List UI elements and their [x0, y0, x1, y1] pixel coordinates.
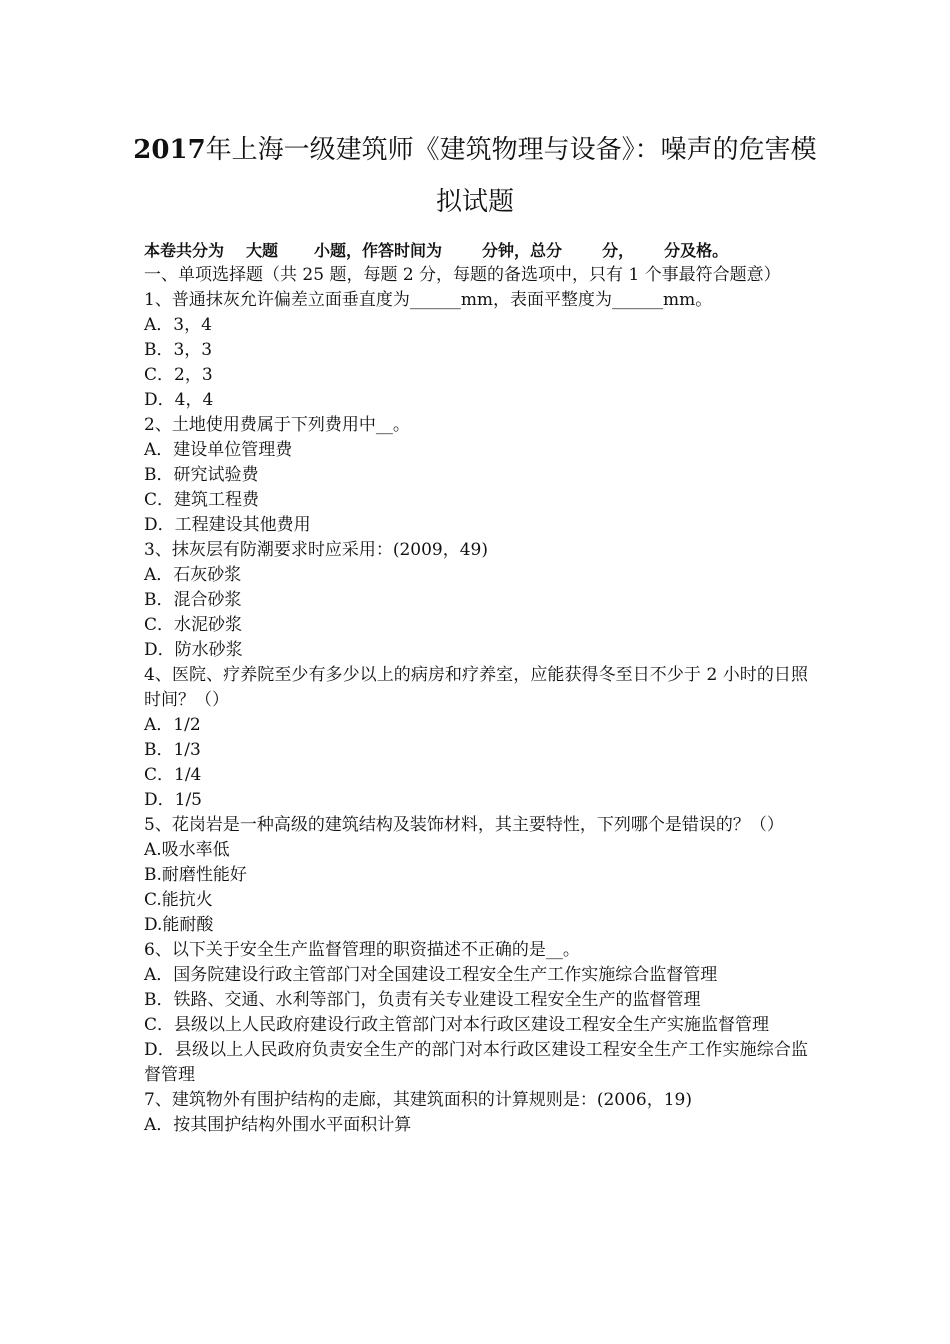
title-text: 年上海一级建筑师《建筑物理与设备》：噪声的危害模	[205, 135, 817, 165]
document-title-line2: 拟试题	[435, 187, 514, 217]
option: C．1/4	[144, 765, 202, 785]
option: C．2，3	[144, 365, 213, 385]
option: C.能抗火	[144, 890, 213, 910]
option: A．建设单位管理费	[144, 440, 293, 460]
option: D．县级以上人民政府负责安全生产的部门对本行政区建设工程安全生产工作实施综合监督管理	[144, 1040, 808, 1085]
option: A．国务院建设行政主管部门对全国建设工程安全生产工作实施综合监督管理	[144, 965, 718, 985]
question	[144, 938, 808, 1088]
exam-instructions	[144, 238, 808, 263]
option: A．1/2	[144, 715, 201, 735]
question-text: 7、建筑物外有围护结构的走廊，其建筑面积的计算规则是：(2006，19)	[144, 1090, 692, 1110]
option: D．1/5	[144, 790, 202, 810]
question	[144, 538, 808, 663]
question-text: 6、以下关于安全生产监督管理的职资描述不正确的是__。	[144, 940, 580, 960]
option: B．1/3	[144, 740, 201, 760]
question-text: 5、花岗岩是一种高级的建筑结构及装饰材料，其主要特性，下列哪个是错误的？（）	[144, 815, 784, 835]
document-body	[144, 238, 808, 1138]
question	[144, 813, 808, 938]
intro-part: 大题	[246, 241, 279, 260]
option: C．县级以上人民政府建设行政主管部门对本行政区建设工程安全生产实施监督管理	[144, 1015, 770, 1035]
document-title-line1	[100, 135, 850, 165]
intro-part: 分及格。	[664, 241, 729, 260]
option: D．4，4	[144, 390, 214, 410]
option: B．铁路、交通、水利等部门，负责有关专业建设工程安全生产的监督管理	[144, 990, 701, 1010]
section-heading: 一、单项选择题（共 25 题，每题 2 分，每题的备选项中，只有 1 个事最符合题意）	[144, 265, 781, 285]
option: C．建筑工程费	[144, 490, 260, 510]
question	[144, 288, 808, 413]
option: B．3，3	[144, 340, 213, 360]
question	[144, 413, 808, 538]
question-text: 2、土地使用费属于下列费用中__。	[144, 415, 410, 435]
option: C．水泥砂浆	[144, 615, 243, 635]
question-text: 1、普通抹灰允许偏差立面垂直度为______mm，表面平整度为______mm。	[144, 290, 713, 310]
title-year: 2017	[133, 135, 206, 165]
option: D.能耐酸	[144, 915, 214, 935]
option: B.耐磨性能好	[144, 865, 247, 885]
question	[144, 1088, 808, 1138]
option: D．工程建设其他费用	[144, 515, 311, 535]
question-text: 3、抹灰层有防潮要求时应采用：(2009，49)	[144, 540, 488, 560]
option: B．研究试验费	[144, 465, 259, 485]
option: A．3，4	[144, 315, 212, 335]
option: A.吸水率低	[144, 840, 230, 860]
intro-part: 本卷共分为	[144, 241, 225, 260]
option: A．按其围护结构外围水平面积计算	[144, 1115, 412, 1135]
option: B．混合砂浆	[144, 590, 242, 610]
option: D．防水砂浆	[144, 640, 243, 660]
intro-part: 小题，作答时间为	[314, 241, 443, 260]
option: A．石灰砂浆	[144, 565, 242, 585]
question	[144, 663, 808, 813]
intro-part: 分钟，总分	[482, 241, 563, 260]
intro-part: 分，	[602, 241, 635, 260]
question-text: 4、医院、疗养院至少有多少以上的病房和疗养室，应能获得冬至日不少于 2 小时的日照时间？（）	[144, 665, 808, 710]
